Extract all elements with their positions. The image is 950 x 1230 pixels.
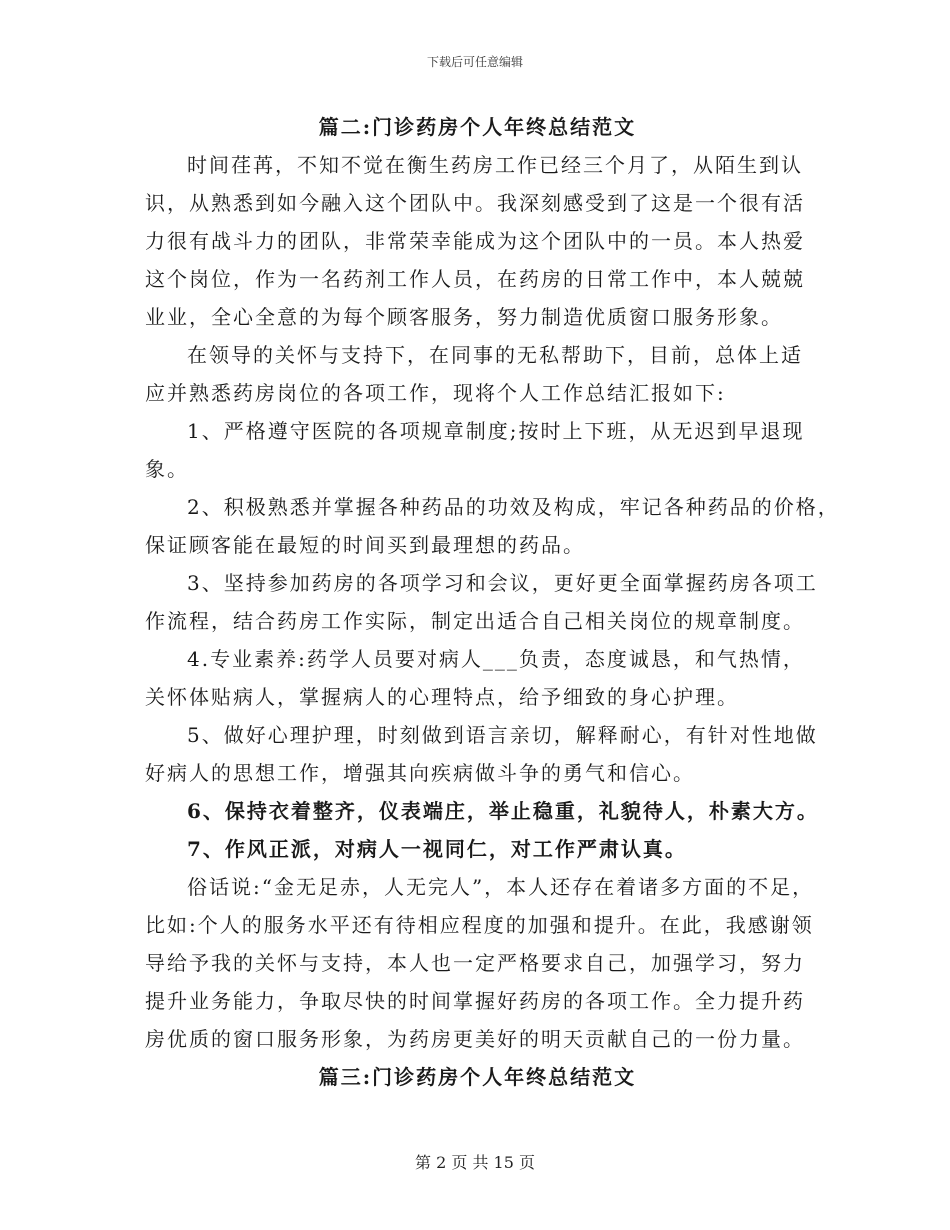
list-item-7: 7、作风正派，对病人一视同仁，对工作严肃认真。 <box>187 837 687 861</box>
paragraph-line: 这个岗位，作为一名药剂工作人员，在药房的日常工作中，本人兢兢 <box>145 267 805 291</box>
paragraph-line: 保证顾客能在最短的时间买到最理想的药品。 <box>145 533 585 557</box>
header-note: 下载后可任意编辑 <box>426 55 523 69</box>
paragraph-line: 象。 <box>145 457 189 481</box>
paragraph-line: 应并熟悉药房岗位的各项工作，现将个人工作总结汇报如下: <box>145 381 726 405</box>
paragraph-line: 识，从熟悉到如今融入这个团队中。我深刻感受到了这是一个很有活 <box>145 191 805 215</box>
list-item-5: 5、做好心理护理，时刻做到语言亲切，解释耐心，有针对性地做 <box>187 723 818 747</box>
list-item-2: 2、积极熟悉并掌握各种药品的功效及构成，牢记各种药品的价格， <box>187 495 840 519</box>
paragraph-line: 导给予我的关怀与支持，本人也一定严格要求自己，加强学习，努力 <box>145 951 805 975</box>
paragraph-line: 业业，全心全意的为每个顾客服务，努力制造优质窗口服务形象。 <box>145 305 783 329</box>
page-number-footer: 第 2 页 共 15 页 <box>415 1153 535 1172</box>
paragraph-line: 力很有战斗力的团队，非常荣幸能成为这个团队中的一员。本人热爱 <box>145 229 805 253</box>
section2-title: 篇二:门诊药房个人年终总结范文 <box>318 115 637 139</box>
paragraph-line: 比如:个人的服务水平还有待相应程度的加强和提升。在此，我感谢领 <box>145 913 814 937</box>
paragraph-line: 关怀体贴病人，掌握病人的心理特点，给予细致的身心护理。 <box>145 685 739 709</box>
list-item-6: 6、保持衣着整齐，仪表端庄，举止稳重，礼貌待人，朴素大方。 <box>187 799 819 823</box>
paragraph-line: 俗话说:“金无足赤，人无完人”，本人还存在着诸多方面的不足， <box>187 875 815 899</box>
list-item-3: 3、坚持参加药房的各项学习和会议，更好更全面掌握药房各项工 <box>187 571 818 595</box>
paragraph-line: 提升业务能力，争取尽快的时间掌握好药房的各项工作。全力提升药 <box>145 989 805 1013</box>
list-item-1: 1、严格遵守医院的各项规章制度;按时上下班，从无迟到早退现 <box>187 419 805 443</box>
document-body <box>145 108 840 1096</box>
paragraph-line: 好病人的思想工作，增强其向疾病做斗争的勇气和信心。 <box>145 761 695 785</box>
paragraph-line: 作流程，结合药房工作实际，制定出适合自己相关岗位的规章制度。 <box>145 609 805 633</box>
list-item-4: 4.专业素养:药学人员要对病人___负责，态度诚恳，和气热情， <box>187 647 805 671</box>
paragraph-line: 房优质的窗口服务形象，为药房更美好的明天贡献自己的一份力量。 <box>145 1027 805 1051</box>
paragraph-line: 时间荏苒，不知不觉在衡生药房工作已经三个月了，从陌生到认 <box>187 153 803 177</box>
section3-title: 篇三:门诊药房个人年终总结范文 <box>318 1065 637 1089</box>
paragraph-line: 在领导的关怀与支持下，在同事的无私帮助下，目前，总体上适 <box>187 343 803 367</box>
